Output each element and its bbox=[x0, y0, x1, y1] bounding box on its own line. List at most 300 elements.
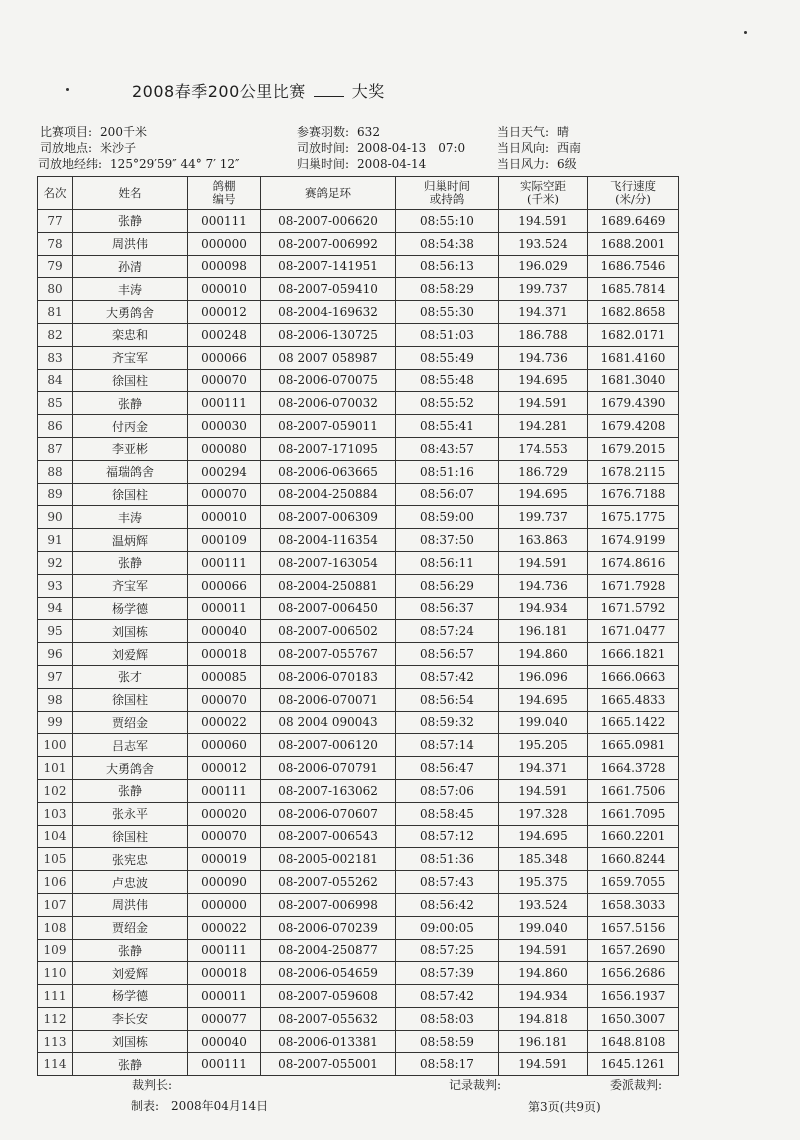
table-header-row bbox=[38, 177, 679, 210]
table-row bbox=[38, 210, 679, 233]
ring-cell: 08-2005-002181 bbox=[261, 848, 396, 871]
loft-cell: 000111 bbox=[188, 939, 261, 962]
ring-cell: 08-2006-070032 bbox=[261, 392, 396, 415]
name-cell: 齐宝军 bbox=[73, 574, 188, 597]
return-time-cell: 08:57:25 bbox=[396, 939, 499, 962]
name-cell: 张静 bbox=[73, 392, 188, 415]
loft-cell: 000019 bbox=[188, 848, 261, 871]
rank-cell: 91 bbox=[38, 529, 73, 552]
name-cell: 温炳辉 bbox=[73, 529, 188, 552]
rank-cell: 98 bbox=[38, 688, 73, 711]
rank-cell: 80 bbox=[38, 278, 73, 301]
name-cell: 付丙金 bbox=[73, 415, 188, 438]
table-row bbox=[38, 688, 679, 711]
record-judge: 记录裁判: bbox=[449, 1078, 502, 1092]
ring-cell: 08-2006-054659 bbox=[261, 962, 396, 985]
table-row bbox=[38, 323, 679, 346]
distance-cell: 194.591 bbox=[499, 939, 588, 962]
return-time-cell: 08:55:48 bbox=[396, 369, 499, 392]
loft-cell: 000080 bbox=[188, 437, 261, 460]
header-ring: 赛鸽足环 bbox=[261, 177, 396, 210]
name-cell: 齐宝军 bbox=[73, 346, 188, 369]
loft-cell: 000012 bbox=[188, 757, 261, 780]
ring-cell: 08-2006-070071 bbox=[261, 688, 396, 711]
ring-cell: 08-2004-250884 bbox=[261, 483, 396, 506]
speed-cell: 1659.7055 bbox=[588, 871, 679, 894]
distance-cell: 195.375 bbox=[499, 871, 588, 894]
rank-cell: 106 bbox=[38, 871, 73, 894]
ring-cell: 08 2007 058987 bbox=[261, 346, 396, 369]
ring-cell: 08-2007-006992 bbox=[261, 232, 396, 255]
table-row bbox=[38, 529, 679, 552]
loft-cell: 000066 bbox=[188, 346, 261, 369]
ring-cell: 08-2006-070791 bbox=[261, 757, 396, 780]
speck bbox=[744, 31, 747, 34]
table-row bbox=[38, 346, 679, 369]
name-cell: 贾绍金 bbox=[73, 916, 188, 939]
return-time-cell: 08:58:03 bbox=[396, 1007, 499, 1030]
speed-cell: 1671.7928 bbox=[588, 574, 679, 597]
name-cell: 张静 bbox=[73, 1053, 188, 1076]
distance-cell: 194.591 bbox=[499, 779, 588, 802]
release-time: 司放时间: 2008-04-13 07:0 bbox=[297, 141, 466, 155]
speed-cell: 1681.4160 bbox=[588, 346, 679, 369]
distance-cell: 199.040 bbox=[499, 711, 588, 734]
return-time-cell: 08:56:42 bbox=[396, 893, 499, 916]
rank-cell: 93 bbox=[38, 574, 73, 597]
speed-cell: 1658.3033 bbox=[588, 893, 679, 916]
table-row bbox=[38, 1030, 679, 1053]
return-time-cell: 08:59:32 bbox=[396, 711, 499, 734]
speed-cell: 1688.2001 bbox=[588, 232, 679, 255]
rank-cell: 109 bbox=[38, 939, 73, 962]
ring-cell: 08-2007-006502 bbox=[261, 620, 396, 643]
rank-cell: 78 bbox=[38, 232, 73, 255]
distance-cell: 194.695 bbox=[499, 369, 588, 392]
rank-cell: 107 bbox=[38, 893, 73, 916]
speed-cell: 1657.5156 bbox=[588, 916, 679, 939]
distance-cell: 194.591 bbox=[499, 1053, 588, 1076]
distance-cell: 194.736 bbox=[499, 574, 588, 597]
speed-cell: 1682.8658 bbox=[588, 301, 679, 324]
table-row bbox=[38, 643, 679, 666]
loft-cell: 000109 bbox=[188, 529, 261, 552]
name-cell: 徐国柱 bbox=[73, 688, 188, 711]
table-row bbox=[38, 437, 679, 460]
table-row bbox=[38, 893, 679, 916]
table-row bbox=[38, 301, 679, 324]
return-time-cell: 08:55:41 bbox=[396, 415, 499, 438]
table-row bbox=[38, 483, 679, 506]
ring-cell: 08-2007-059410 bbox=[261, 278, 396, 301]
ring-cell: 08-2007-163062 bbox=[261, 779, 396, 802]
distance-cell: 194.695 bbox=[499, 483, 588, 506]
loft-cell: 000000 bbox=[188, 893, 261, 916]
distance-cell: 186.729 bbox=[499, 460, 588, 483]
name-cell: 张宪忠 bbox=[73, 848, 188, 871]
ring-cell: 08-2004-250877 bbox=[261, 939, 396, 962]
return-time-cell: 08:51:03 bbox=[396, 323, 499, 346]
ring-cell: 08-2004-116354 bbox=[261, 529, 396, 552]
loft-cell: 000111 bbox=[188, 1053, 261, 1076]
loft-cell: 000070 bbox=[188, 688, 261, 711]
ring-cell: 08-2006-063665 bbox=[261, 460, 396, 483]
speed-cell: 1665.1422 bbox=[588, 711, 679, 734]
wind-direction: 当日风向: 西南 bbox=[497, 141, 582, 155]
rank-cell: 112 bbox=[38, 1007, 73, 1030]
ring-cell: 08-2007-055001 bbox=[261, 1053, 396, 1076]
loft-cell: 000040 bbox=[188, 1030, 261, 1053]
distance-cell: 194.818 bbox=[499, 1007, 588, 1030]
loft-cell: 000098 bbox=[188, 255, 261, 278]
wind-force: 当日风力: 6级 bbox=[497, 157, 577, 171]
rank-cell: 87 bbox=[38, 437, 73, 460]
loft-cell: 000066 bbox=[188, 574, 261, 597]
speed-cell: 1656.2686 bbox=[588, 962, 679, 985]
name-cell: 张静 bbox=[73, 210, 188, 233]
distance-cell: 174.553 bbox=[499, 437, 588, 460]
speed-cell: 1675.1775 bbox=[588, 506, 679, 529]
ring-cell: 08-2006-070607 bbox=[261, 802, 396, 825]
loft-cell: 000111 bbox=[188, 551, 261, 574]
rank-cell: 86 bbox=[38, 415, 73, 438]
speed-cell: 1657.2690 bbox=[588, 939, 679, 962]
distance-cell: 194.860 bbox=[499, 643, 588, 666]
loft-cell: 000294 bbox=[188, 460, 261, 483]
loft-cell: 000010 bbox=[188, 278, 261, 301]
rank-cell: 113 bbox=[38, 1030, 73, 1053]
name-cell: 杨学德 bbox=[73, 597, 188, 620]
speed-cell: 1685.7814 bbox=[588, 278, 679, 301]
return-time-cell: 08:56:47 bbox=[396, 757, 499, 780]
distance-cell: 194.591 bbox=[499, 210, 588, 233]
distance-cell: 196.096 bbox=[499, 665, 588, 688]
return-time-cell: 08:58:45 bbox=[396, 802, 499, 825]
title-suffix: 大奖 bbox=[351, 82, 385, 101]
speed-cell: 1656.1937 bbox=[588, 985, 679, 1008]
speed-cell: 1674.9199 bbox=[588, 529, 679, 552]
ring-cell: 08-2007-055262 bbox=[261, 871, 396, 894]
ring-cell: 08-2006-070183 bbox=[261, 665, 396, 688]
return-time-cell: 08:58:59 bbox=[396, 1030, 499, 1053]
loft-cell: 000070 bbox=[188, 369, 261, 392]
loft-cell: 000010 bbox=[188, 506, 261, 529]
table-row bbox=[38, 369, 679, 392]
rank-cell: 103 bbox=[38, 802, 73, 825]
name-cell: 丰涛 bbox=[73, 506, 188, 529]
rank-cell: 96 bbox=[38, 643, 73, 666]
rank-cell: 89 bbox=[38, 483, 73, 506]
distance-cell: 195.205 bbox=[499, 734, 588, 757]
rank-cell: 99 bbox=[38, 711, 73, 734]
return-time-cell: 08:57:39 bbox=[396, 962, 499, 985]
table-row bbox=[38, 1007, 679, 1030]
rank-cell: 108 bbox=[38, 916, 73, 939]
loft-cell: 000030 bbox=[188, 415, 261, 438]
table-row bbox=[38, 574, 679, 597]
ring-cell: 08-2004-250881 bbox=[261, 574, 396, 597]
ring-cell: 08-2007-006450 bbox=[261, 597, 396, 620]
speed-cell: 1681.3040 bbox=[588, 369, 679, 392]
speed-cell: 1648.8108 bbox=[588, 1030, 679, 1053]
return-time-cell: 08:55:30 bbox=[396, 301, 499, 324]
table-row bbox=[38, 506, 679, 529]
speed-cell: 1678.2115 bbox=[588, 460, 679, 483]
ring-cell: 08-2007-163054 bbox=[261, 551, 396, 574]
distance-cell: 193.524 bbox=[499, 893, 588, 916]
distance-cell: 196.181 bbox=[499, 620, 588, 643]
rank-cell: 85 bbox=[38, 392, 73, 415]
table-row bbox=[38, 734, 679, 757]
distance-cell: 194.371 bbox=[499, 301, 588, 324]
loft-cell: 000085 bbox=[188, 665, 261, 688]
name-cell: 丰涛 bbox=[73, 278, 188, 301]
loft-cell: 000090 bbox=[188, 871, 261, 894]
speed-cell: 1666.1821 bbox=[588, 643, 679, 666]
speed-cell: 1679.4390 bbox=[588, 392, 679, 415]
loft-cell: 000248 bbox=[188, 323, 261, 346]
name-cell: 张静 bbox=[73, 939, 188, 962]
rank-cell: 83 bbox=[38, 346, 73, 369]
return-time-cell: 08:58:17 bbox=[396, 1053, 499, 1076]
table-row bbox=[38, 962, 679, 985]
table-row bbox=[38, 848, 679, 871]
rank-cell: 92 bbox=[38, 551, 73, 574]
speed-cell: 1660.2201 bbox=[588, 825, 679, 848]
header-rank: 名次 bbox=[38, 177, 73, 210]
table-row bbox=[38, 597, 679, 620]
ring-cell: 08-2006-013381 bbox=[261, 1030, 396, 1053]
prepared-date: 制表: 2008年04月14日 bbox=[131, 1099, 269, 1113]
rank-cell: 100 bbox=[38, 734, 73, 757]
ring-cell: 08-2007-006620 bbox=[261, 210, 396, 233]
rank-cell: 84 bbox=[38, 369, 73, 392]
ring-cell: 08-2007-171095 bbox=[261, 437, 396, 460]
return-time-cell: 08:56:07 bbox=[396, 483, 499, 506]
rank-cell: 90 bbox=[38, 506, 73, 529]
table-row bbox=[38, 916, 679, 939]
name-cell: 卢忠波 bbox=[73, 871, 188, 894]
rank-cell: 105 bbox=[38, 848, 73, 871]
name-cell: 徐国柱 bbox=[73, 825, 188, 848]
speed-cell: 1689.6469 bbox=[588, 210, 679, 233]
distance-cell: 194.695 bbox=[499, 825, 588, 848]
release-coords: 司放地经纬: 125°29′59″ 44° 7′ 12″ bbox=[38, 157, 240, 171]
distance-cell: 197.328 bbox=[499, 802, 588, 825]
name-cell: 大勇鸽舍 bbox=[73, 757, 188, 780]
return-time-cell: 09:00:05 bbox=[396, 916, 499, 939]
speed-cell: 1679.4208 bbox=[588, 415, 679, 438]
ring-cell: 08 2004 090043 bbox=[261, 711, 396, 734]
header-distance: 实际空距 (千米) bbox=[499, 177, 588, 210]
rank-cell: 110 bbox=[38, 962, 73, 985]
ring-cell: 08-2007-059011 bbox=[261, 415, 396, 438]
distance-cell: 193.524 bbox=[499, 232, 588, 255]
loft-cell: 000070 bbox=[188, 825, 261, 848]
speed-cell: 1665.4833 bbox=[588, 688, 679, 711]
return-time-cell: 08:56:37 bbox=[396, 597, 499, 620]
name-cell: 孙清 bbox=[73, 255, 188, 278]
name-cell: 贾绍金 bbox=[73, 711, 188, 734]
speed-cell: 1671.5792 bbox=[588, 597, 679, 620]
loft-cell: 000070 bbox=[188, 483, 261, 506]
rank-cell: 94 bbox=[38, 597, 73, 620]
rank-cell: 88 bbox=[38, 460, 73, 483]
header-return-time: 归巢时间 或持鸽 bbox=[396, 177, 499, 210]
return-time-cell: 08:37:50 bbox=[396, 529, 499, 552]
return-time-cell: 08:55:49 bbox=[396, 346, 499, 369]
ring-cell: 08-2007-141951 bbox=[261, 255, 396, 278]
speed-cell: 1666.0663 bbox=[588, 665, 679, 688]
distance-cell: 194.371 bbox=[499, 757, 588, 780]
return-time-cell: 08:56:13 bbox=[396, 255, 499, 278]
header-name: 姓名 bbox=[73, 177, 188, 210]
results-table bbox=[37, 176, 679, 1076]
speed-cell: 1664.3728 bbox=[588, 757, 679, 780]
return-time-cell: 08:51:16 bbox=[396, 460, 499, 483]
return-time: 归巢时间: 2008-04-14 bbox=[297, 157, 427, 171]
header-loft: 鸽棚 编号 bbox=[188, 177, 261, 210]
name-cell: 张静 bbox=[73, 779, 188, 802]
title-blank bbox=[314, 96, 344, 97]
name-cell: 张才 bbox=[73, 665, 188, 688]
table-row bbox=[38, 757, 679, 780]
return-time-cell: 08:57:14 bbox=[396, 734, 499, 757]
loft-cell: 000077 bbox=[188, 1007, 261, 1030]
table-row bbox=[38, 278, 679, 301]
name-cell: 刘国栋 bbox=[73, 620, 188, 643]
distance-cell: 199.040 bbox=[499, 916, 588, 939]
loft-cell: 000018 bbox=[188, 643, 261, 666]
speed-cell: 1665.0981 bbox=[588, 734, 679, 757]
name-cell: 徐国柱 bbox=[73, 369, 188, 392]
distance-cell: 199.737 bbox=[499, 278, 588, 301]
table-row bbox=[38, 620, 679, 643]
distance-cell: 199.737 bbox=[499, 506, 588, 529]
return-time-cell: 08:57:24 bbox=[396, 620, 499, 643]
distance-cell: 163.863 bbox=[499, 529, 588, 552]
rank-cell: 82 bbox=[38, 323, 73, 346]
loft-cell: 000020 bbox=[188, 802, 261, 825]
ring-cell: 08-2007-055632 bbox=[261, 1007, 396, 1030]
name-cell: 杨学德 bbox=[73, 985, 188, 1008]
return-time-cell: 08:57:43 bbox=[396, 871, 499, 894]
rank-cell: 97 bbox=[38, 665, 73, 688]
distance-cell: 196.181 bbox=[499, 1030, 588, 1053]
table-row bbox=[38, 551, 679, 574]
name-cell: 福瑞鸽舍 bbox=[73, 460, 188, 483]
name-cell: 刘爱辉 bbox=[73, 643, 188, 666]
loft-cell: 000060 bbox=[188, 734, 261, 757]
distance-cell: 186.788 bbox=[499, 323, 588, 346]
return-time-cell: 08:54:38 bbox=[396, 232, 499, 255]
table-row bbox=[38, 232, 679, 255]
release-site: 司放地点: 米沙子 bbox=[40, 141, 137, 155]
table-row bbox=[38, 665, 679, 688]
rank-cell: 102 bbox=[38, 779, 73, 802]
page-title bbox=[132, 79, 385, 102]
name-cell: 周洪伟 bbox=[73, 893, 188, 916]
name-cell: 刘爱辉 bbox=[73, 962, 188, 985]
name-cell: 栾忠和 bbox=[73, 323, 188, 346]
return-time-cell: 08:55:10 bbox=[396, 210, 499, 233]
return-time-cell: 08:56:29 bbox=[396, 574, 499, 597]
table-row bbox=[38, 871, 679, 894]
ring-cell: 08-2007-059608 bbox=[261, 985, 396, 1008]
speed-cell: 1661.7095 bbox=[588, 802, 679, 825]
distance-cell: 194.860 bbox=[499, 962, 588, 985]
table-row bbox=[38, 1053, 679, 1076]
name-cell: 刘国栋 bbox=[73, 1030, 188, 1053]
rank-cell: 95 bbox=[38, 620, 73, 643]
return-time-cell: 08:58:29 bbox=[396, 278, 499, 301]
ring-cell: 08-2007-006309 bbox=[261, 506, 396, 529]
rank-cell: 104 bbox=[38, 825, 73, 848]
name-cell: 李长安 bbox=[73, 1007, 188, 1030]
distance-cell: 196.029 bbox=[499, 255, 588, 278]
name-cell: 吕志军 bbox=[73, 734, 188, 757]
loft-cell: 000111 bbox=[188, 779, 261, 802]
distance-cell: 194.281 bbox=[499, 415, 588, 438]
chief-judge: 裁判长: bbox=[132, 1078, 173, 1092]
ring-cell: 08-2006-070075 bbox=[261, 369, 396, 392]
speed-cell: 1676.7188 bbox=[588, 483, 679, 506]
table-row bbox=[38, 711, 679, 734]
speck bbox=[66, 88, 69, 91]
table-row bbox=[38, 825, 679, 848]
return-time-cell: 08:57:42 bbox=[396, 665, 499, 688]
speed-cell: 1679.2015 bbox=[588, 437, 679, 460]
rank-cell: 101 bbox=[38, 757, 73, 780]
delegated-judge: 委派裁判: bbox=[610, 1078, 663, 1092]
table-row bbox=[38, 802, 679, 825]
table-row bbox=[38, 255, 679, 278]
rank-cell: 81 bbox=[38, 301, 73, 324]
speed-cell: 1686.7546 bbox=[588, 255, 679, 278]
return-time-cell: 08:57:06 bbox=[396, 779, 499, 802]
table-row bbox=[38, 460, 679, 483]
table-row bbox=[38, 939, 679, 962]
loft-cell: 000022 bbox=[188, 916, 261, 939]
header-speed: 飞行速度 (米/分) bbox=[588, 177, 679, 210]
weather: 当日天气: 晴 bbox=[497, 125, 570, 139]
loft-cell: 000111 bbox=[188, 210, 261, 233]
distance-cell: 194.934 bbox=[499, 985, 588, 1008]
title-main: 2008春季200公里比赛 bbox=[132, 82, 306, 101]
table-row bbox=[38, 779, 679, 802]
rank-cell: 79 bbox=[38, 255, 73, 278]
return-time-cell: 08:55:52 bbox=[396, 392, 499, 415]
rank-cell: 114 bbox=[38, 1053, 73, 1076]
speed-cell: 1674.8616 bbox=[588, 551, 679, 574]
race-item: 比赛项目: 200千米 bbox=[40, 125, 147, 139]
name-cell: 大勇鸽舍 bbox=[73, 301, 188, 324]
name-cell: 徐国柱 bbox=[73, 483, 188, 506]
table-row bbox=[38, 392, 679, 415]
ring-cell: 08-2006-070239 bbox=[261, 916, 396, 939]
distance-cell: 194.736 bbox=[499, 346, 588, 369]
speed-cell: 1682.0171 bbox=[588, 323, 679, 346]
ring-cell: 08-2007-006998 bbox=[261, 893, 396, 916]
return-time-cell: 08:43:57 bbox=[396, 437, 499, 460]
speed-cell: 1650.3007 bbox=[588, 1007, 679, 1030]
entries: 参赛羽数: 632 bbox=[297, 125, 380, 139]
return-time-cell: 08:56:54 bbox=[396, 688, 499, 711]
loft-cell: 000011 bbox=[188, 985, 261, 1008]
return-time-cell: 08:56:11 bbox=[396, 551, 499, 574]
page-number: 第3页(共9页) bbox=[528, 1100, 601, 1114]
ring-cell: 08-2007-006120 bbox=[261, 734, 396, 757]
